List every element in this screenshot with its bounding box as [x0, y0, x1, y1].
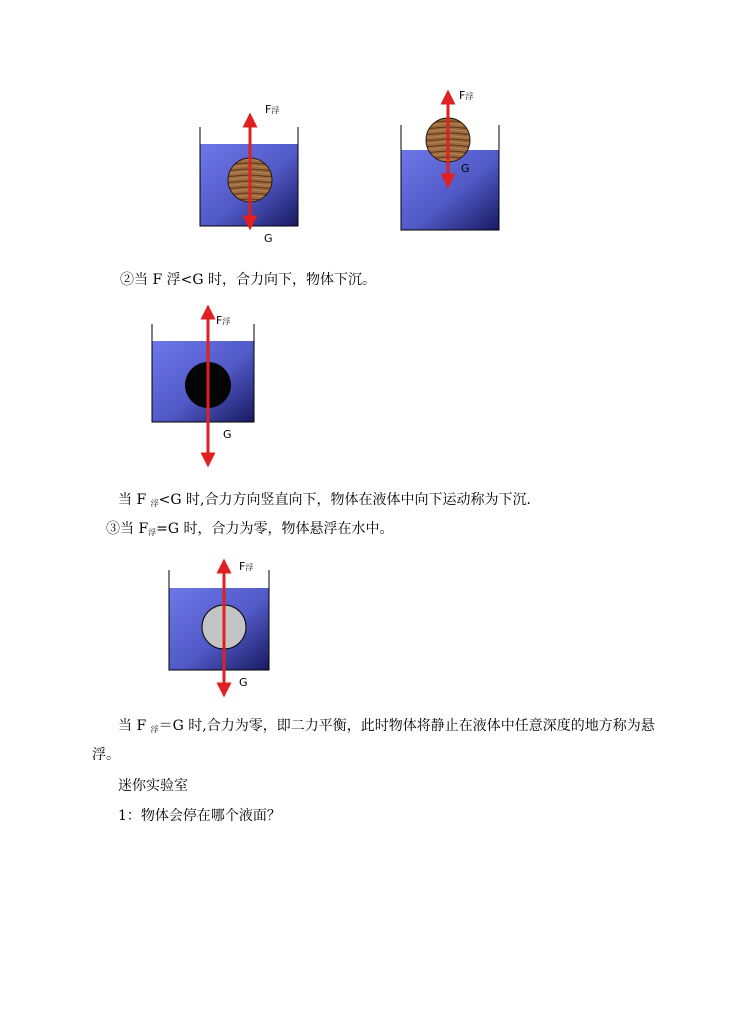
gravity-label-1: G [264, 232, 273, 245]
gravity-label-4: G [239, 676, 248, 689]
paragraph-suspend-end: 浮。 [92, 747, 120, 763]
paragraph-suspend-definition: 当 F $_浮$＝G 时,合力为零，即二力平衡，此时物体将静止在液体中任意深度的地方称为悬 [118, 718, 655, 734]
section-heading-mini-lab: 迷你实验室 [118, 778, 188, 794]
gravity-label-2: G [461, 162, 470, 175]
gravity-label-3: G [223, 428, 232, 441]
paragraph-suspend-condition: ③当 $F_浮=G$ 时，合力为零，物体悬浮在水中。 [106, 521, 394, 537]
buoyancy-label-1: F浮 [265, 103, 280, 116]
paragraph-sink-condition: ②当 F 浮<G 时，合力向下，物体下沉。 [120, 272, 376, 288]
buoyancy-label-4: F浮 [239, 560, 254, 573]
diagram-4 [169, 566, 269, 690]
paragraph-sink-definition: 当 F $_浮$<G 时,合力方向竖直向下，物体在液体中向下运动称为下沉． [118, 492, 541, 508]
diagram-3 [152, 312, 254, 460]
buoyancy-label-3: F浮 [216, 314, 231, 327]
diagram-2 [401, 97, 499, 230]
diagram-1 [200, 120, 298, 226]
buoyancy-label-2: F浮 [459, 89, 474, 102]
question-1: 1：物体会停在哪个液面？ [118, 808, 281, 824]
